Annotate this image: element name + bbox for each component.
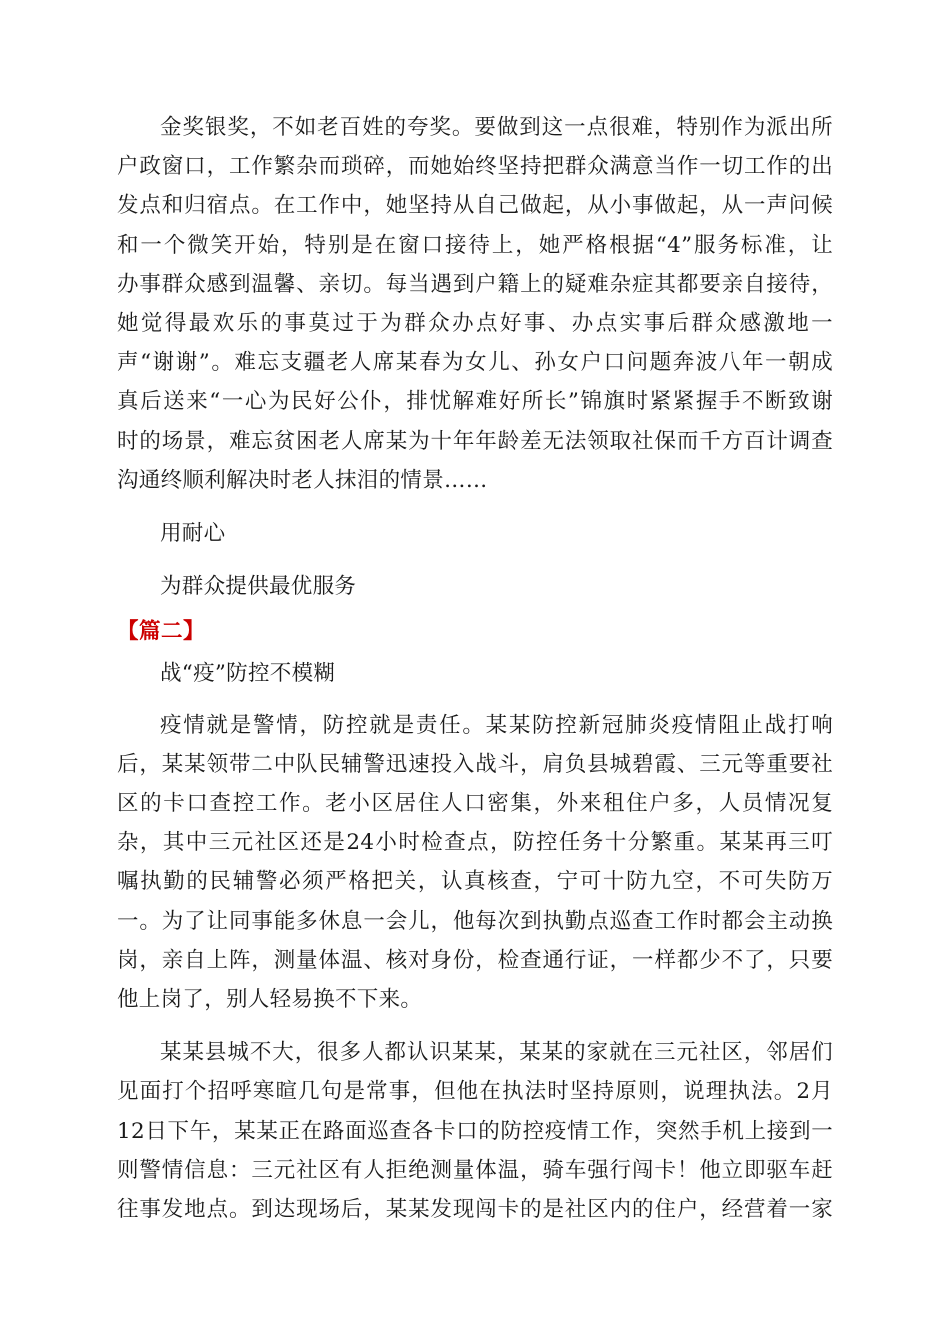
text-line: 某某县城不大，很多人都认识某某，某某的家就在三元社区，邻居们: [160, 1040, 833, 1066]
text-line: 发点和归宿点。在工作中，她坚持从自己做起，从小事做起，从一声问候: [117, 193, 833, 219]
text-line: 声“谢谢”。难忘支疆老人席某春为女儿、孙女户口问题奔波八年一朝成: [117, 350, 833, 376]
text-line: 户政窗口，工作繁杂而琐碎，而她始终坚持把群众满意当作一切工作的出: [117, 154, 833, 180]
text-line: 见面打个招呼寒暄几句是常事，但他在执法时坚持原则，说理执法。2月: [117, 1079, 833, 1105]
section-subtitle: 战“疫”防控不模糊: [160, 661, 336, 687]
text-line: 杂，其中三元社区还是24小时检查点，防控任务十分繁重。某某再三叮: [117, 830, 833, 856]
paragraph-awards: [117, 108, 833, 500]
text-line: 他上岗了，别人轻易换不下来。: [117, 987, 423, 1013]
text-line: 一。为了让同事能多休息一会儿，他每次到执勤点巡查工作时都会主动换: [117, 908, 833, 934]
text-line: 真后送来“一心为民好公仆，排忧解难好所长”锦旗时紧紧握手不断致谢: [117, 389, 833, 415]
text-line: 岗，亲自上阵，测量体温、核对身份，检查通行证，一样都少不了，只要: [117, 947, 833, 973]
text-line: 往事发地点。到达现场后，某某发现闯卡的是社区内的住户，经营着一家: [117, 1197, 833, 1223]
text-line: 办事群众感到温馨、亲切。每当遇到户籍上的疑难杂症其都要亲自接待，: [117, 271, 833, 297]
paragraph-community: [117, 1033, 833, 1229]
text-line: 12日下午，某某正在路面巡查各卡口的防控疫情工作，突然手机上接到一: [117, 1118, 833, 1144]
paragraph-epidemic: [117, 706, 833, 1020]
text-line: 嘱执勤的民辅警必须严格把关，认真核查，宁可十防九空，不可失防万: [117, 869, 833, 895]
text-line: 区的卡口查控工作。老小区居住人口密集，外来租住户多，人员情况复: [117, 791, 833, 817]
text-line: 后，某某领带二中队民辅警迅速投入战斗，肩负县城碧霞、三元等重要社: [117, 751, 833, 777]
line-patience: 用耐心: [160, 521, 226, 547]
text-line: 疫情就是警情，防控就是责任。某某防控新冠肺炎疫情阻止战打响: [160, 712, 833, 738]
line-best-service: 为群众提供最优服务: [160, 574, 357, 600]
text-line: 和一个微笑开始，特别是在窗口接待上，她严格根据“4”服务标准，让: [117, 232, 833, 258]
text-line: 则警情信息：三元社区有人拒绝测量体温，骑车强行闯卡！他立即驱车赶: [117, 1157, 833, 1183]
text-line: 时的场景，难忘贫困老人席某为十年年龄差无法领取社保而千方百计调查: [117, 428, 833, 454]
text-line: 金奖银奖，不如老百姓的夸奖。要做到这一点很难，特别作为派出所: [160, 115, 833, 140]
document-body: [117, 108, 833, 1229]
text-line: 沟通终顺利解决时老人抹泪的情景……: [117, 467, 488, 493]
text-line: 她觉得最欢乐的事莫过于为群众办点好事、办点实事后群众感激地一: [117, 311, 833, 337]
section-heading-two: 【篇二】: [117, 619, 206, 645]
